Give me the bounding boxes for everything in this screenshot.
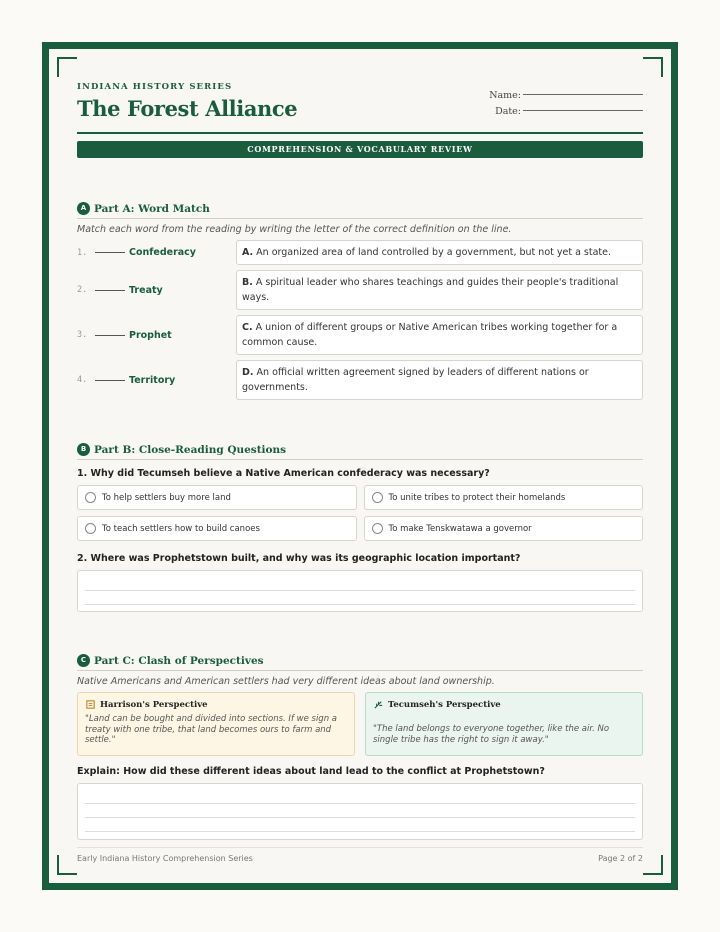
definition-text: An organized area of land controlled by a government, but not yet a state. bbox=[256, 247, 612, 258]
vocab-term: Territory bbox=[129, 374, 176, 386]
definition-text: A union of different groups or Native American tribes working together for a common cause. bbox=[242, 322, 618, 348]
footer-series: Early Indiana History Comprehension Series bbox=[77, 854, 253, 863]
scroll-icon bbox=[85, 699, 96, 710]
section-badge: A bbox=[77, 202, 90, 215]
writing-line bbox=[85, 604, 635, 605]
section-badge: B bbox=[77, 443, 90, 456]
definition-text: An official written agreement signed by leaders of different nations or governments. bbox=[242, 367, 589, 393]
writing-line bbox=[85, 817, 635, 818]
harrison-card bbox=[77, 692, 355, 756]
answer-blank[interactable] bbox=[95, 252, 125, 253]
page-title: The Forest Alliance bbox=[77, 96, 298, 121]
item-number: 2. bbox=[77, 285, 88, 295]
answer-box[interactable] bbox=[77, 783, 643, 840]
section-title: Part C: Clash of Perspectives bbox=[94, 654, 264, 667]
harrison-quote: "Land can be bought and divided into sections. If we sign a treaty with one tribe, that land becomes ours to farm and settle." bbox=[85, 714, 337, 745]
part-a-heading bbox=[77, 202, 643, 219]
date-field[interactable] bbox=[523, 110, 643, 111]
answer-options bbox=[77, 485, 643, 541]
perspectives bbox=[77, 692, 643, 756]
section-badge: C bbox=[77, 654, 90, 667]
answer-option[interactable] bbox=[77, 485, 357, 510]
definition-letter: B. bbox=[242, 277, 253, 288]
tecumseh-title: Tecumseh's Perspective bbox=[388, 699, 501, 710]
worksheet-content bbox=[77, 82, 643, 840]
definition-letter: D. bbox=[242, 367, 254, 378]
item-number: 3. bbox=[77, 330, 88, 340]
vocab-term: Treaty bbox=[129, 284, 163, 296]
answer-option[interactable] bbox=[364, 516, 644, 541]
option-label: To make Tenskwatawa a governor bbox=[388, 523, 532, 534]
answer-blank[interactable] bbox=[95, 380, 125, 381]
item-number: 1. bbox=[77, 247, 88, 258]
feather-icon bbox=[373, 699, 384, 710]
section-title: Part B: Close-Reading Questions bbox=[94, 443, 287, 456]
footer bbox=[77, 847, 643, 863]
radio-icon[interactable] bbox=[85, 492, 96, 503]
series-label: INDIANA HISTORY SERIES bbox=[77, 82, 233, 92]
definition-box bbox=[236, 270, 643, 310]
match-row bbox=[77, 270, 643, 310]
section-title: Part A: Word Match bbox=[94, 202, 210, 215]
page-number: Page 2 of 2 bbox=[598, 854, 643, 863]
option-label: To teach settlers how to build canoes bbox=[102, 523, 260, 534]
harrison-title: Harrison's Perspective bbox=[100, 699, 208, 710]
date-label: Date: bbox=[495, 106, 521, 117]
match-row bbox=[77, 315, 643, 355]
writing-line bbox=[85, 590, 635, 591]
corner-ornament bbox=[57, 57, 77, 77]
answer-box[interactable] bbox=[77, 570, 643, 612]
match-row bbox=[77, 360, 643, 400]
part-a bbox=[77, 202, 643, 400]
answer-option[interactable] bbox=[77, 516, 357, 541]
vocab-term: Prophet bbox=[129, 329, 172, 341]
definition-box bbox=[236, 240, 643, 265]
worksheet-frame bbox=[42, 42, 678, 890]
radio-icon[interactable] bbox=[372, 492, 383, 503]
tecumseh-card bbox=[365, 692, 643, 756]
question-2: 2. Where was Prophetstown built, and why was its geographic location important? bbox=[77, 553, 521, 564]
item-number: 4. bbox=[77, 375, 88, 385]
section-banner: COMPREHENSION & VOCABULARY REVIEW bbox=[77, 141, 643, 158]
definition-letter: A. bbox=[242, 247, 254, 258]
answer-blank[interactable] bbox=[95, 290, 125, 291]
writing-line bbox=[85, 803, 635, 804]
card-title bbox=[85, 699, 347, 710]
corner-ornament bbox=[643, 57, 663, 77]
corner-ornament bbox=[643, 855, 663, 875]
explain-question: Explain: How did these different ideas about land lead to the conflict at Prophetstown? bbox=[77, 766, 545, 777]
corner-ornament bbox=[57, 855, 77, 875]
radio-icon[interactable] bbox=[372, 523, 383, 534]
definition-text: A spiritual leader who shares teachings and guides their people's traditional ways. bbox=[242, 277, 619, 303]
vocab-term: Confederacy bbox=[129, 247, 197, 258]
definition-box bbox=[236, 315, 643, 355]
definition-letter: C. bbox=[242, 322, 253, 333]
instructions: Match each word from the reading by writing the letter of the correct definition on the line. bbox=[77, 224, 512, 235]
radio-icon[interactable] bbox=[85, 523, 96, 534]
name-date-fields bbox=[489, 88, 643, 120]
name-field[interactable] bbox=[523, 94, 643, 95]
option-label: To help settlers buy more land bbox=[102, 492, 231, 503]
option-label: To unite tribes to protect their homelands bbox=[388, 492, 566, 503]
question-1: 1. Why did Tecumseh believe a Native American confederacy was necessary? bbox=[77, 468, 490, 479]
answer-blank[interactable] bbox=[95, 335, 125, 336]
card-title bbox=[373, 699, 635, 710]
instructions: Native Americans and American settlers had very different ideas about land ownership. bbox=[77, 676, 495, 687]
part-b-heading bbox=[77, 443, 643, 460]
part-b bbox=[77, 443, 643, 612]
tecumseh-quote: "The land belongs to everyone together, like the air. No single tribe has the right to sign it away." bbox=[373, 724, 610, 745]
header bbox=[77, 82, 643, 134]
answer-option[interactable] bbox=[364, 485, 644, 510]
part-c bbox=[77, 654, 643, 840]
definition-box bbox=[236, 360, 643, 400]
match-row bbox=[77, 240, 643, 265]
name-label: Name: bbox=[489, 90, 521, 101]
writing-line bbox=[85, 831, 635, 832]
part-c-heading bbox=[77, 654, 643, 671]
